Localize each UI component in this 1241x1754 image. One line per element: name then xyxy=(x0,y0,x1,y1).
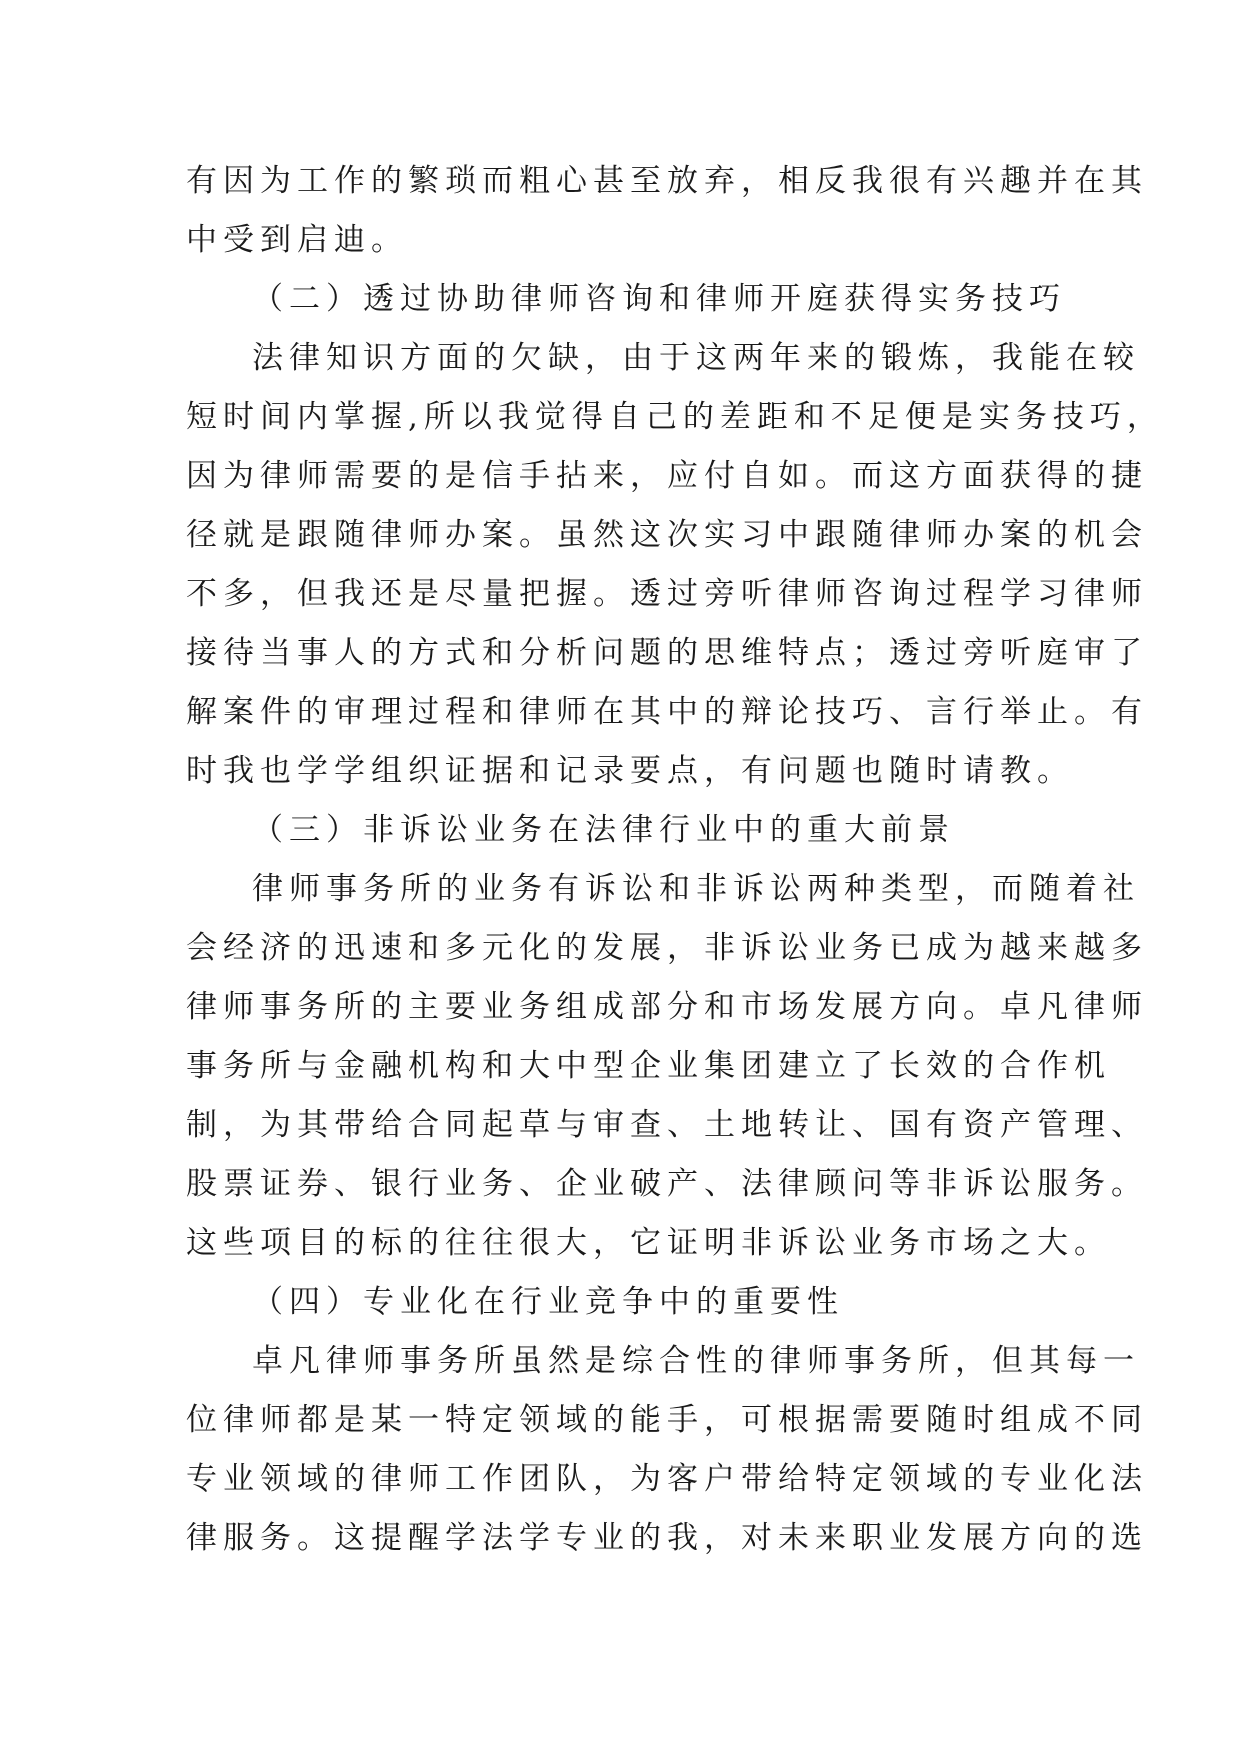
text-line: 因为律师需要的是信手拈来，应付自如。而这方面获得的捷 xyxy=(186,458,1148,494)
text-line: 有因为工作的繁琐而粗心甚至放弃，相反我很有兴趣并在其 xyxy=(186,163,1148,199)
text-line: 径就是跟随律师办案。虽然这次实习中跟随律师办案的机会 xyxy=(186,517,1148,553)
text-line: 卓凡律师事务所虽然是综合性的律师事务所，但其每一 xyxy=(252,1343,1140,1379)
text-line: （四）专业化在行业竞争中的重要性 xyxy=(252,1284,844,1320)
text-line: （二）透过协助律师咨询和律师开庭获得实务技巧 xyxy=(252,281,1066,317)
text-line: 律师事务所的业务有诉讼和非诉讼两种类型，而随着社 xyxy=(252,871,1140,907)
text-line: 时我也学学组织证据和记录要点，有问题也随时请教。 xyxy=(186,753,1074,789)
text-line: （三）非诉讼业务在法律行业中的重大前景 xyxy=(252,812,955,848)
text-line: 律师事务所的主要业务组成部分和市场发展方向。卓凡律师 xyxy=(186,989,1148,1025)
text-line: 专业领域的律师工作团队，为客户带给特定领域的专业化法 xyxy=(186,1461,1148,1497)
document-body xyxy=(186,152,1164,1568)
text-line: 律服务。这提醒学法学专业的我，对未来职业发展方向的选 xyxy=(186,1520,1148,1556)
text-line: 中受到启迪。 xyxy=(186,222,408,258)
text-line: 制，为其带给合同起草与审查、土地转让、国有资产管理、 xyxy=(186,1107,1148,1143)
text-line: 不多，但我还是尽量把握。透过旁听律师咨询过程学习律师 xyxy=(186,576,1148,612)
text-line: 法律知识方面的欠缺，由于这两年来的锻炼，我能在较 xyxy=(252,340,1140,376)
text-line: 这些项目的标的往往很大，它证明非诉讼业务市场之大。 xyxy=(186,1225,1111,1261)
text-line: 事务所与金融机构和大中型企业集团建立了长效的合作机 xyxy=(186,1048,1111,1084)
text-line: 解案件的审理过程和律师在其中的辩论技巧、言行举止。有 xyxy=(186,694,1148,730)
text-line: 股票证券、银行业务、企业破产、法律顾问等非诉讼服务。 xyxy=(186,1166,1148,1202)
text-line: 位律师都是某一特定领域的能手，可根据需要随时组成不同 xyxy=(186,1402,1148,1438)
text-line: 短时间内掌握,所以我觉得自己的差距和不足便是实务技巧， xyxy=(186,399,1164,435)
text-line: 接待当事人的方式和分析问题的思维特点；透过旁听庭审了 xyxy=(186,635,1148,671)
text-line: 会经济的迅速和多元化的发展，非诉讼业务已成为越来越多 xyxy=(186,930,1148,966)
